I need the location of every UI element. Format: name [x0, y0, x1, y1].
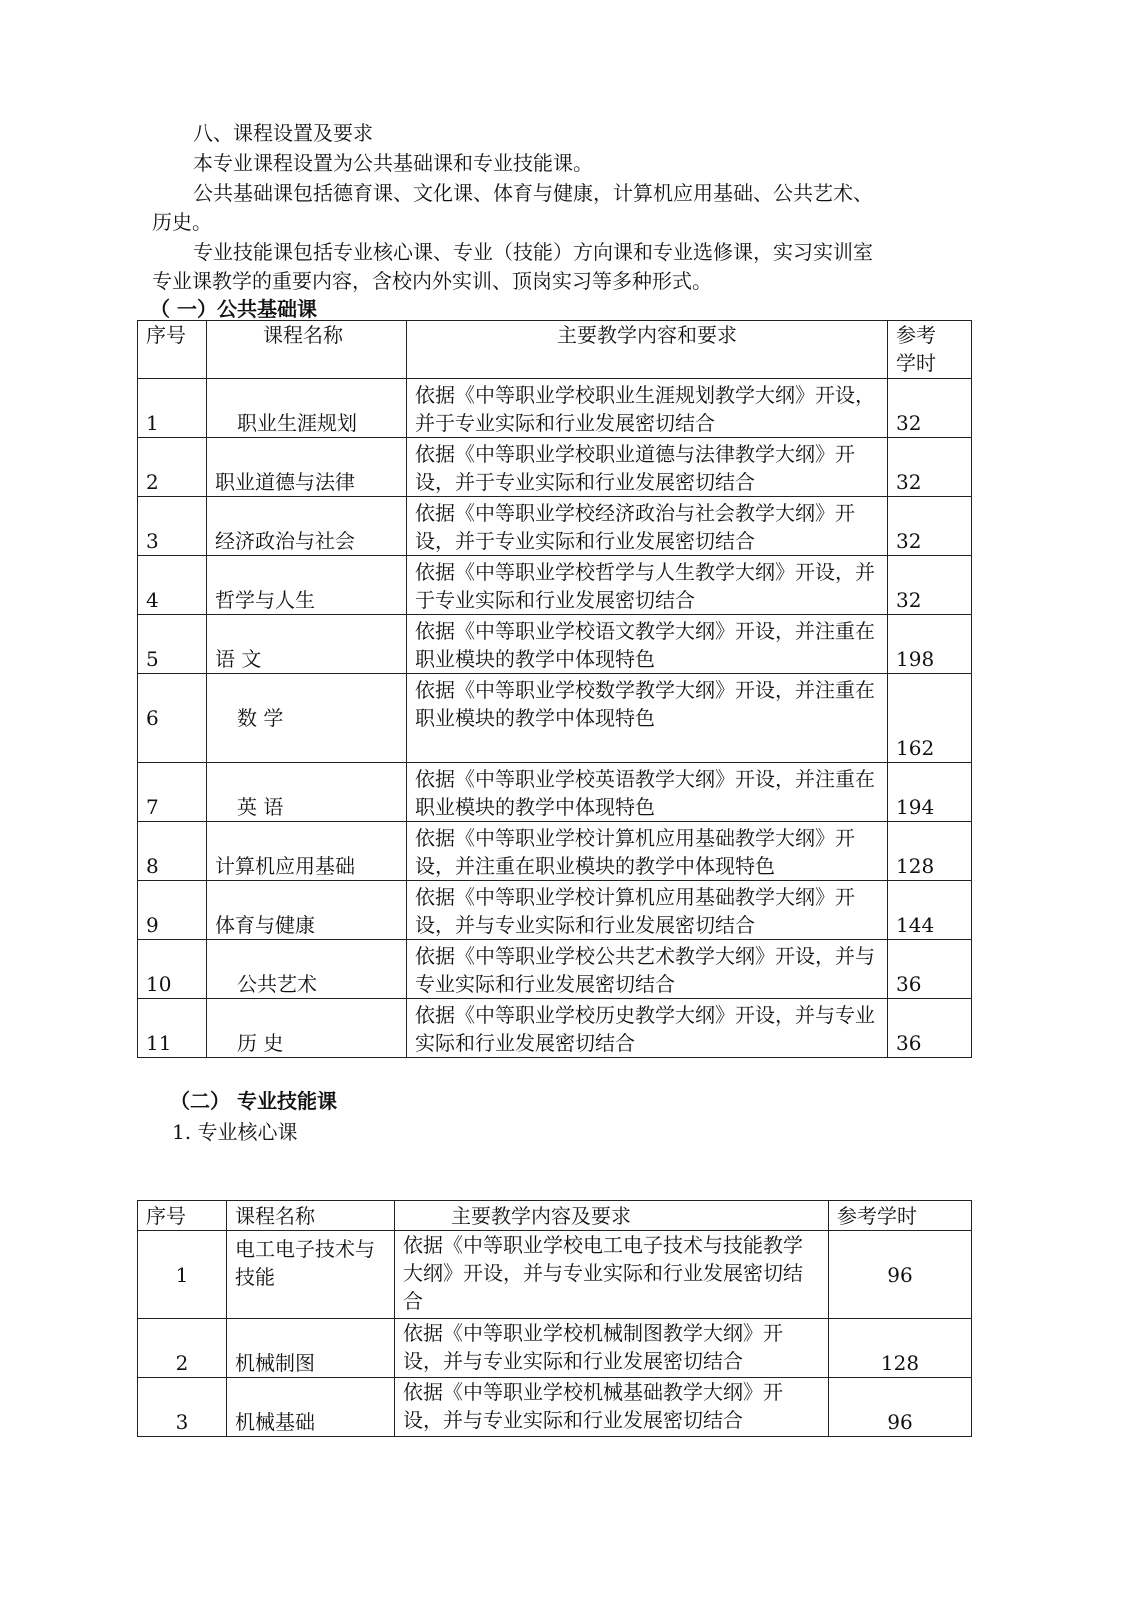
- core-header-no: 序号: [138, 1201, 227, 1231]
- skills-courses-heading: （二） 专业技能课: [170, 1089, 337, 1113]
- intro-paragraph-3-line-2: 专业课教学的重要内容，含校内外实训、顶岗实习等多种形式。: [152, 269, 712, 293]
- table-row: [138, 674, 972, 763]
- course-hours: 198: [888, 615, 972, 674]
- intro-paragraph-3-line-1: 专业技能课包括专业核心课、专业（技能）方向课和专业选修课，实习实训室: [193, 240, 873, 264]
- table-row: [138, 556, 972, 615]
- header-content: 主要教学内容和要求: [407, 321, 888, 379]
- table-row: [138, 999, 972, 1058]
- course-number: 7: [138, 763, 207, 822]
- course-hours: 32: [888, 379, 972, 438]
- course-name: 英 语: [207, 763, 407, 822]
- header-no: 序号: [138, 321, 207, 379]
- core-course-name: 机械基础: [227, 1378, 395, 1437]
- table-row: [138, 940, 972, 999]
- course-hours: 162: [888, 674, 972, 763]
- table-row: [138, 497, 972, 556]
- course-description: 依据《中等职业学校哲学与人生教学大纲》开设，并于专业实际和行业发展密切结合: [407, 556, 888, 615]
- core-course-description: 依据《中等职业学校机械制图教学大纲》开设，并与专业实际和行业发展密切结合: [395, 1319, 829, 1378]
- course-number: 8: [138, 822, 207, 881]
- course-hours: 32: [888, 556, 972, 615]
- table-row: [138, 881, 972, 940]
- core-courses-table: [137, 1200, 972, 1437]
- table-row: [138, 1231, 972, 1319]
- intro-paragraph-2-line-1: 公共基础课包括德育课、文化课、体育与健康，计算机应用基础、公共艺术、: [193, 181, 873, 205]
- public-courses-heading: （ 一）公共基础课: [150, 297, 317, 321]
- course-hours: 32: [888, 438, 972, 497]
- intro-paragraph-1: 本专业课程设置为公共基础课和专业技能课。: [193, 151, 593, 175]
- course-description: 依据《中等职业学校历史教学大纲》开设，并与专业实际和行业发展密切结合: [407, 999, 888, 1058]
- table-row: [138, 1319, 972, 1378]
- course-number: 9: [138, 881, 207, 940]
- course-description: 依据《中等职业学校公共艺术教学大纲》开设，并与专业实际和行业发展密切结合: [407, 940, 888, 999]
- core-course-hours: 96: [829, 1378, 972, 1437]
- course-description: 依据《中等职业学校语文教学大纲》开设，并注重在职业模块的教学中体现特色: [407, 615, 888, 674]
- core-course-name: 电工电子技术与技能: [227, 1231, 395, 1319]
- course-description: 依据《中等职业学校计算机应用基础教学大纲》开设，并注重在职业模块的教学中体现特色: [407, 822, 888, 881]
- section-title: 八、课程设置及要求: [193, 121, 373, 145]
- core-course-name: 机械制图: [227, 1319, 395, 1378]
- course-description: 依据《中等职业学校经济政治与社会教学大纲》开设，并于专业实际和行业发展密切结合: [407, 497, 888, 556]
- course-number: 11: [138, 999, 207, 1058]
- core-header-hours: 参考学时: [829, 1201, 972, 1231]
- course-name: 语 文: [207, 615, 407, 674]
- course-description: 依据《中等职业学校英语教学大纲》开设，并注重在职业模块的教学中体现特色: [407, 763, 888, 822]
- course-hours: 144: [888, 881, 972, 940]
- core-course-number: 3: [138, 1378, 227, 1437]
- course-name: 计算机应用基础: [207, 822, 407, 881]
- course-name: 公共艺术: [207, 940, 407, 999]
- course-hours: 128: [888, 822, 972, 881]
- core-course-description: 依据《中等职业学校机械基础教学大纲》开设，并与专业实际和行业发展密切结合: [395, 1378, 829, 1437]
- course-name: 数 学: [207, 674, 407, 763]
- core-course-description: 依据《中等职业学校电工电子技术与技能教学大纲》开设，并与专业实际和行业发展密切结合: [395, 1231, 829, 1319]
- course-hours: 32: [888, 497, 972, 556]
- course-number: 6: [138, 674, 207, 763]
- course-description: 依据《中等职业学校职业生涯规划教学大纲》开设，并于专业实际和行业发展密切结合: [407, 379, 888, 438]
- header-hours: 参考 学时: [888, 321, 972, 379]
- table-row: [138, 763, 972, 822]
- course-name: 职业道德与法律: [207, 438, 407, 497]
- course-number: 2: [138, 438, 207, 497]
- course-hours: 36: [888, 940, 972, 999]
- course-description: 依据《中等职业学校计算机应用基础教学大纲》开设，并与专业实际和行业发展密切结合: [407, 881, 888, 940]
- core-course-hours: 96: [829, 1231, 972, 1319]
- course-description: 依据《中等职业学校数学教学大纲》开设，并注重在职业模块的教学中体现特色: [407, 674, 888, 763]
- core-course-number: 1: [138, 1231, 227, 1319]
- course-hours: 194: [888, 763, 972, 822]
- intro-paragraph-2-line-2: 历史。: [152, 210, 212, 234]
- core-header-content: 主要教学内容及要求: [395, 1201, 829, 1231]
- table-row: [138, 822, 972, 881]
- course-name: 历 史: [207, 999, 407, 1058]
- course-number: 1: [138, 379, 207, 438]
- core-course-number: 2: [138, 1319, 227, 1378]
- course-name: 职业生涯规划: [207, 379, 407, 438]
- table-row: [138, 615, 972, 674]
- course-name: 体育与健康: [207, 881, 407, 940]
- course-name: 经济政治与社会: [207, 497, 407, 556]
- core-course-hours: 128: [829, 1319, 972, 1378]
- course-number: 3: [138, 497, 207, 556]
- table-row: [138, 379, 972, 438]
- core-courses-subheading: 1. 专业核心课: [172, 1120, 298, 1144]
- course-number: 10: [138, 940, 207, 999]
- core-header-name: 课程名称: [227, 1201, 395, 1231]
- course-number: 5: [138, 615, 207, 674]
- table-row: [138, 1378, 972, 1437]
- course-name: 哲学与人生: [207, 556, 407, 615]
- course-description: 依据《中等职业学校职业道德与法律教学大纲》开设，并于专业实际和行业发展密切结合: [407, 438, 888, 497]
- table-row: [138, 438, 972, 497]
- header-name: 课程名称: [207, 321, 407, 379]
- course-hours: 36: [888, 999, 972, 1058]
- course-number: 4: [138, 556, 207, 615]
- public-courses-table: [137, 320, 972, 1058]
